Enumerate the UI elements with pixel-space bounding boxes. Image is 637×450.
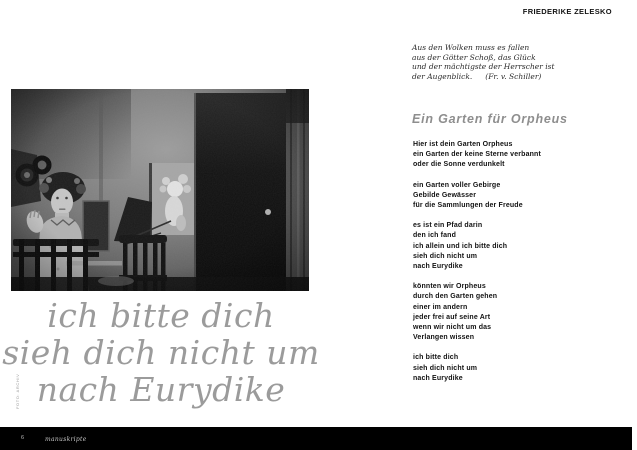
poem-line: den ich fand xyxy=(413,232,457,240)
poem-line: Hier ist dein Garten Orpheus xyxy=(413,141,513,148)
epigraph-line: und der mächtigste der Herrscher ist xyxy=(412,62,555,72)
poem-line: sieh dich nicht um xyxy=(413,252,478,260)
pull-quote xyxy=(0,297,322,408)
poem-line: Gebilde Gewässer xyxy=(413,191,477,199)
epigraph-last-line: der Augenblick. xyxy=(412,71,473,81)
pull-quote-line: nach Eurydike xyxy=(36,370,286,409)
pull-quote-line: sieh dich nicht um xyxy=(2,333,320,372)
poem-title: Ein Garten für Orpheus xyxy=(412,112,568,126)
poem-stanza xyxy=(413,221,541,272)
poem-line: einer im andern xyxy=(413,303,468,311)
pull-quote-line: ich bitte dich xyxy=(47,296,275,335)
poem-line: nach Eurydike xyxy=(413,263,463,271)
epigraph-line: aus der Götter Schoß, das Glück xyxy=(412,52,536,62)
epigraph xyxy=(412,43,554,81)
bw-photograph xyxy=(11,89,309,291)
poem-line: ich allein und ich bitte dich xyxy=(413,242,508,250)
author-name: FRIEDERIKE ZELESKO xyxy=(522,7,612,16)
page-number: 6 xyxy=(21,435,25,441)
poem-line: ich bitte dich xyxy=(413,354,459,362)
epigraph-attribution: (Fr. v. Schiller) xyxy=(485,71,542,81)
poem-line: es ist ein Pfad darin xyxy=(413,222,483,230)
magazine-name: manuskripte xyxy=(45,436,87,443)
poem-line: oder die Sonne verdunkelt xyxy=(413,161,505,169)
poem-line: ein Garten der keine Sterne verbannt xyxy=(413,151,541,159)
poem-line: Verlangen wissen xyxy=(413,334,475,342)
poem-line: könnten wir Orpheus xyxy=(413,283,486,291)
epigraph-line xyxy=(412,72,554,82)
poem-stanza xyxy=(413,353,541,384)
poem-stanza xyxy=(413,181,541,212)
poem-body xyxy=(413,140,541,394)
poem-line: durch den Garten gehen xyxy=(413,293,498,301)
poem-stanza xyxy=(413,140,541,171)
photo-credit: FOTO: ARCHIV xyxy=(15,373,20,409)
bw-photograph-art xyxy=(11,89,309,291)
poem-line: jeder frei auf seine Art xyxy=(413,313,491,321)
poem-line: nach Eurydike xyxy=(413,374,463,382)
epigraph-line: Aus den Wolken muss es fallen xyxy=(412,43,530,52)
poem-line: sieh dich nicht um xyxy=(413,364,478,372)
poem-line: wenn wir nicht um das xyxy=(413,324,492,332)
vignette xyxy=(11,89,309,291)
footer-bar xyxy=(0,427,632,450)
poem-line: ein Garten voller Gebirge xyxy=(413,181,501,189)
poem-stanza xyxy=(413,282,541,343)
poem-line: für die Sammlungen der Freude xyxy=(413,202,523,210)
